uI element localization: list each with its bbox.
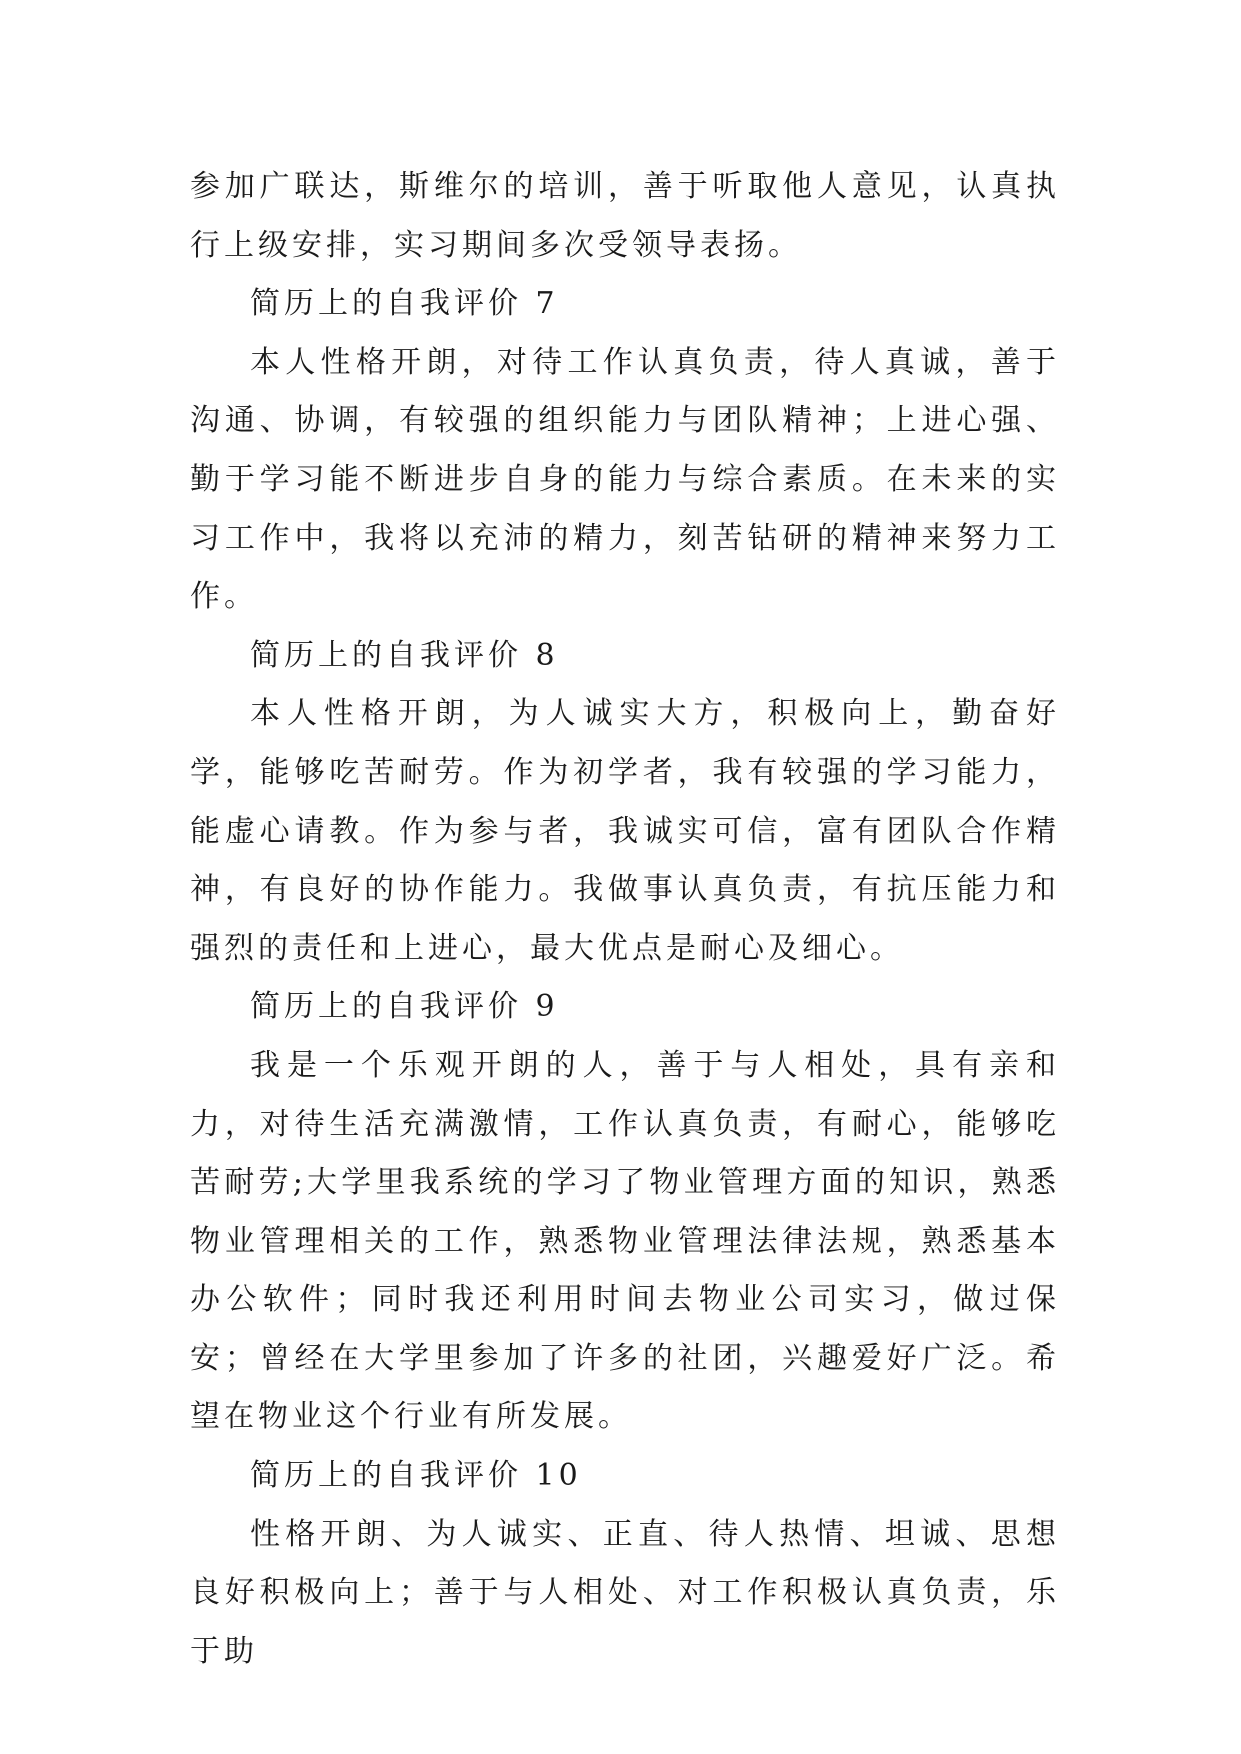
paragraph-intro-continuation: 参加广联达，斯维尔的培训，善于听取他人意见，认真执行上级安排，实习期间多次受领导表扬。 xyxy=(190,169,1060,263)
paragraph-evaluation-8: 本人性格开朗，为人诚实大方，积极向上，勤奋好学，能够吃苦耐劳。作为初学者，我有较强的学习能力，能虚心请教。作为参与者，我诚实可信，富有团队合作精神，有良好的协作能力。我做事认真负责，有抗压能力和强烈的责任和上进心，最大优点是耐心及细心。 xyxy=(190,696,1060,966)
section-heading-9: 简历上的自我评价 9 xyxy=(250,989,559,1025)
paragraph-evaluation-9: 我是一个乐观开朗的人，善于与人相处，具有亲和力，对待生活充满激情，工作认真负责，有耐心，能够吃苦耐劳;大学里我系统的学习了物业管理方面的知识，熟悉物业管理相关的工作，熟悉物业管理法律法规，熟悉基本办公软件；同时我还利用时间去物业公司实习，做过保安；曾经在大学里参加了许多的社团，兴趣爱好广泛。希望在物业这个行业有所发展。 xyxy=(190,1047,1060,1435)
section-heading-10: 简历上的自我评价 10 xyxy=(250,1458,582,1494)
paragraph-evaluation-7: 本人性格开朗，对待工作认真负责，待人真诚，善于沟通、协调，有较强的组织能力与团队精神；上进心强、勤于学习能不断进步自身的能力与综合素质。在未来的实习工作中，我将以充沛的精力，刻苦钻研的精神来努力工作。 xyxy=(190,344,1060,615)
document-body xyxy=(190,158,1060,1681)
section-heading-7: 简历上的自我评价 7 xyxy=(250,286,559,322)
section-heading-8: 简历上的自我评价 8 xyxy=(250,637,559,673)
paragraph-evaluation-10: 性格开朗、为人诚实、正直、待人热情、坦诚、思想良好积极向上；善于与人相处、对工作积极认真负责，乐于助 xyxy=(190,1516,1060,1669)
